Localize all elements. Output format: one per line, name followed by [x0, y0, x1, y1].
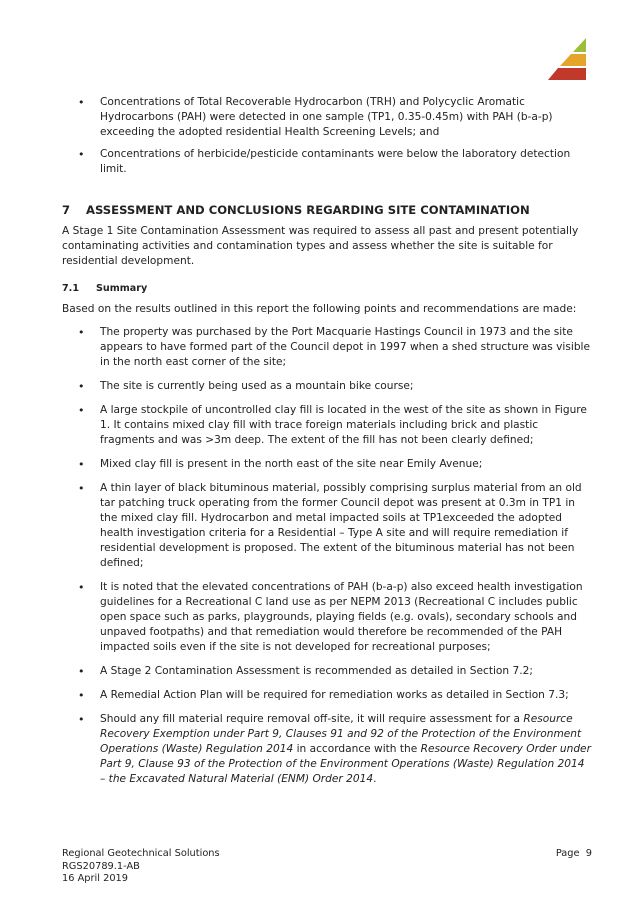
- list-item: • Concentrations of herbicide/pesticide contaminants were below the laboratory detection limit.: [62, 147, 592, 177]
- list-item: • A thin layer of black bituminous material, possibly comprising surplus material from an old tar patching truck operating from the former Council depot was present at 0.3m in TP1 in the mixed clay fill. Hydrocarbon and metal impacted soils at TP1exceeded the adopted health investigation criteria for a Residential – Type A site and will require remediation if residential development is proposed. The extent of the bituminous material has not been defined;: [62, 481, 592, 571]
- summary-lead: Based on the results outlined in this report the following points and recommendations are made:: [62, 303, 577, 315]
- footer-reference: RGS20789.1-AB: [62, 860, 140, 872]
- text-run: in accordance with the: [293, 743, 421, 755]
- italic-citation: Resource Recovery Order under Part 9, Clause 93 of the Protection of the Environment Operations (Waste) Regulation 2014 – the Excavated Natural Material (ENM) Order 2014: [100, 743, 591, 785]
- footer-page-number: [556, 848, 592, 861]
- top-bullet-list: [62, 95, 592, 177]
- section-number: 7: [62, 203, 71, 217]
- list-item: • It is noted that the elevated concentrations of PAH (b-a-p) also exceed health investigation guidelines for a Recreational C land use as per NEPM 2013 (Recreational C includes public open space such as parks, playgrounds, playing fields (e.g. ovals), secondary schools and unpaved footpaths) and that remediation would therefore be recommended of the PAH impacted soils even if the site is not developed for recreational purposes;: [62, 580, 592, 655]
- page-footer: [62, 848, 592, 886]
- list-item: • Mixed clay fill is present in the north east of the site near Emily Avenue;: [62, 457, 592, 472]
- page-number: 9: [585, 848, 592, 859]
- page-label: Page: [555, 848, 580, 859]
- footer-date: 16 April 2019: [62, 873, 129, 884]
- list-item: • A large stockpile of uncontrolled clay fill is located in the west of the site as shown in Figure 1. It contains mixed clay fill with trace foreign materials including brick and plastic fragments and was >3m deep. The extent of the fill has not been clearly defined;: [62, 403, 592, 448]
- logo-green-band: [573, 38, 586, 52]
- subsection-title: Summary: [96, 283, 148, 294]
- subsection-heading: [62, 283, 147, 294]
- list-item-fill-removal: [62, 712, 592, 787]
- list-item: • A Remedial Action Plan will be required for remediation works as detailed in Section 7.3;: [62, 688, 592, 703]
- list-item: • The site is currently being used as a mountain bike course;: [62, 379, 592, 394]
- list-item: • A Stage 2 Contamination Assessment is recommended as detailed in Section 7.2;: [62, 664, 592, 679]
- section-intro: A Stage 1 Site Contamination Assessment was required to assess all past and present potentially contaminating activities and contamination types and assess whether the site is suitable for residential development.: [62, 225, 579, 267]
- text-run: .: [373, 773, 377, 785]
- logo-amber-band: [560, 54, 586, 66]
- italic-citation: Resource Recovery Exemption under Part 9, Clauses 91 and 92 of the Protection of the Environment Operations (Waste) Regulation 2014: [100, 713, 582, 755]
- company-logo-icon: [546, 36, 590, 82]
- list-item: • The property was purchased by the Port Macquarie Hastings Council in 1973 and the site appears to have formed part of the Council depot in 1997 when a shed structure was visible in the north east corner of the site;: [62, 325, 592, 370]
- section-heading: [62, 203, 530, 217]
- subsection-number: 7.1: [62, 283, 79, 294]
- logo-red-band: [548, 68, 586, 80]
- summary-bullet-list: [62, 325, 592, 787]
- list-item: • Concentrations of Total Recoverable Hydrocarbon (TRH) and Polycyclic Aromatic Hydrocarbons (PAH) were detected in one sample (TP1, 0.35-0.45m) with PAH (b-a-p) exceeding the adopted residential Health Screening Levels; and: [62, 95, 592, 140]
- footer-company: Regional Geotechnical Solutions: [62, 848, 220, 859]
- section-title: ASSESSMENT AND CONCLUSIONS REGARDING SITE CONTAMINATION: [86, 203, 530, 217]
- text-run: Should any fill material require removal off-site, it will require assessment for a: [100, 713, 524, 725]
